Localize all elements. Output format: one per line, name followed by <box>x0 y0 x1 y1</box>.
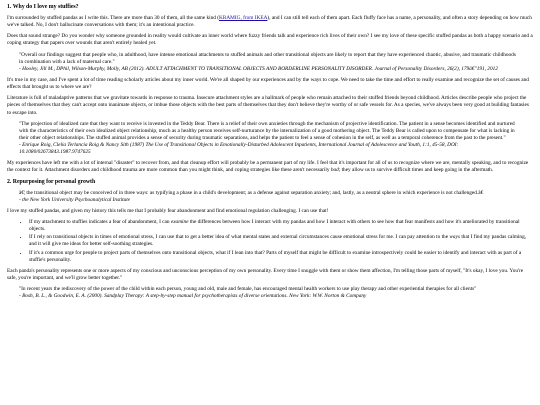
quote-text: â€¦ the transitional object may be conceived of in three ways: as typifying a phase in a child's development; as a defense against separation anxiety; and, lastly, as a neutral sphere in which experience is not challenged.â€ <box>19 189 484 196</box>
paragraph: Each panda's personality represents one or more aspects of my conscious and unconscious perception of my own personality. Every time I snuggle with them or show them affection, I'm telling those parts of myself, "It's okay, I love you. You're safe, you're important, and we'll grow better together." <box>7 267 524 281</box>
list-item-text: that I find my pandas calming, and it will give me ideas for better self-soothing strategies. <box>29 234 527 248</box>
section-heading: 1. Why do I love my stuffies? <box>7 4 79 10</box>
blockquote <box>19 52 519 73</box>
list-item-text: the differences between how I interact with my pandas and how I interact with others to see how that fear manifests and how it's ameliorated by transitional objects. <box>29 219 520 233</box>
bullet-list <box>7 219 533 264</box>
section-heading: 2. Repurposing for personal growth <box>7 178 96 185</box>
paragraph: I love my stuffed pandas, and given my history this tells me that I probably fear abandonment and find emotional regulation challenging. I can use that! <box>7 207 329 214</box>
quote-citation: - Bosh, B. L., & Goodwin, E. A. (2000). Sandplay Therapy: A step-by-step manual for psychotherapists of diverse orientations. New York: W.W. Norton & Company <box>19 293 367 300</box>
citation-title: The Use of Transitional Objects in Emotionally-Disturbed Adolescent Inpatients, International Journal of Adolescence and Youth, 1:1, 45-58, DOI: 10.1080/02673843.1987.9747625 <box>19 142 459 156</box>
quote-citation: - the New York University Psychoanalytical Institute <box>19 196 131 203</box>
citation-title: ADULT ATTACHMENT TO TRANSITIONAL OBJECTS AND BORDERLINE PERSONALITY DISORDER. Journal of Personality Disorders, 26(2), 179â€"191, 2012 <box>145 65 498 72</box>
emphasis: ways <box>449 234 460 241</box>
blockquote <box>19 190 519 204</box>
emphasis: bad <box>330 167 339 174</box>
paragraph: Does that sound strange? Do you wonder why someone grounded in reality would cultivate an inner world where fuzzy friends talk and experience rich lives of their own? I see my love of these specific stuffed pandas as both a happy scenario and a coping strategy that papers over wounds that aren't entirely healed yet. <box>7 33 533 47</box>
quote-text: "Overall our findings suggest that people who, in adulthood, have intense emotional attachments to stuffed animals and other transitional objects are likely to report that they have experienced chaotic, abusive, and traumatic childhoods in combination with a lack of maternal care." <box>19 51 516 65</box>
quote-text: "In recent years the rediscovery of the power of the child within each person, young and old, male and female, has encouraged mental health workers to use play therapy and other experiential therapies for all clients" <box>19 286 477 293</box>
quote-text: "The projection of idealized care that they want to receive is invested in the Teddy Bear. There is a relief of their own anxieties through the mechanism of projective identification. The patient in a sense becomes identified and nurtured with the characteristics of their own idealized object relationship, much as a healthy person receives self-nurturance by the internalization of a good mothering object. The Teddy Bear is called upon to compensate for what is lacking in their other object relationships. The stuffed animal provides a sense of security during traumatic separations, and helps the patient to feel a sense of cohesion in the self, as well as a temporal coherence from the past to the present." <box>19 120 515 141</box>
quote-citation <box>19 66 519 73</box>
paragraph: It's true in my case, and I've spent a lot of time reading scholarly articles about my inner world. We're all shaped by our experiences and by the ways to cope. We need to take the time and effort to really examine and recognize the set of causes and effects that brought us to where we are? <box>7 76 529 91</box>
citation-authors: - Enrique Roig, Clelia Terlancia Roig & Nancy Sith (1987) <box>19 142 146 149</box>
paragraph-text: I'm surrounded by stuffed pandas as I write this. There are more than 30 of them, all the same kind ( <box>7 14 219 21</box>
blockquote <box>19 286 519 300</box>
list-item-text: If it's a common urge for people to project parts of themselves onto transitional objects, what if I lean into that? Parts of myself that might be difficult to examine introspectively could be easier to identify and interact with as part of a stuffie's personality. <box>29 249 522 263</box>
kramig-ikea-link[interactable]: KRAMIG, from IKEA <box>219 14 268 21</box>
quote-citation <box>19 142 519 156</box>
list-item <box>29 234 533 248</box>
list-item-text: If my attachment to stuffies indicates a fear of abandonment, I can <box>29 219 171 225</box>
blockquote <box>19 121 519 157</box>
citation-authors: - Hooley, Jill M., DPhil, Wilson-Murphy, Molly, AB (2012). <box>19 65 146 72</box>
list-item <box>29 250 533 264</box>
intro-paragraph <box>7 15 533 29</box>
paragraph <box>7 160 533 174</box>
paragraph-text: ; they allow us to survive difficult times and keep going in the aftermath. <box>338 167 494 174</box>
paragraph: Literature is full of maladaptive patterns that we gravitate towards in response to trauma. Insecure attachment styles are a hallmark of people who remain attached to their stuffed friends beyond childhood. Articles describe people who project the pieces of themselves that they can't accept onto inanimate objects, or imbue those objects with the best parts of themselves that they don't believe they're worthy of or safe vessels for. As a species, we've always been very good at building fantasies to escape into. <box>7 95 529 116</box>
paragraph-text: ), and I can still tell each of them apart. Each fluffy face has a name, a personality, and often a story depending on how much we've talked. No, I don't hallucinate conversations with them; it's an intentional practice. <box>7 14 532 29</box>
paragraph-text: My experiences have left me with a lot of internal "disaster" to recover from, and that cleanup effort will probably be a permanent part of my life. I feel that it's important for all of us to recognize where we are, mentally speaking, and to recognize the context for it. Attachment disorders and childhood trauma are more common than you might think, and coping strategies like these aren't necessarily <box>7 160 529 174</box>
list-item <box>29 219 533 233</box>
emphasis: examine <box>170 219 189 225</box>
list-item-text: If I rely on transitional objects in times of emotional stress, I can use that to get a better idea of what mental states and external circumstances cause emotional stress for me. I can pay attention to the <box>29 234 450 241</box>
